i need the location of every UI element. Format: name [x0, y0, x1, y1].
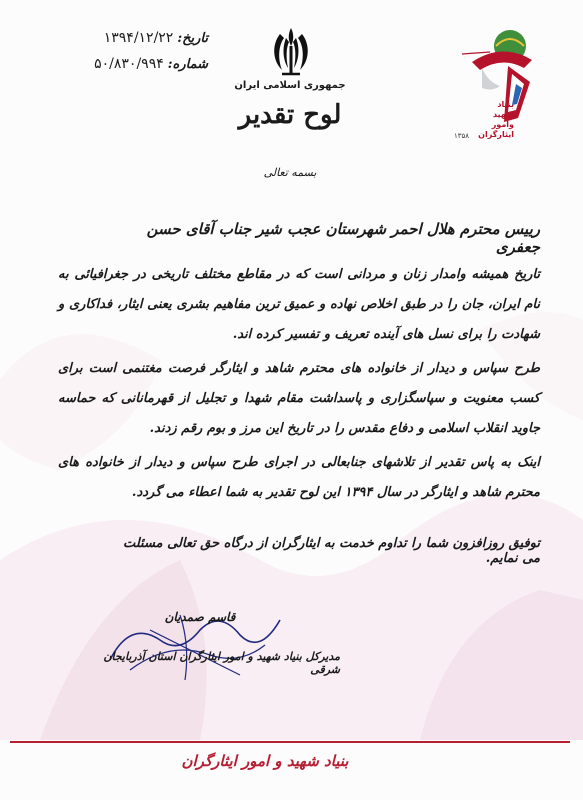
- closing-line: توفیق روزافزون شما را تداوم خدمت به ایثارگران از درگاه حق تعالی مسئلت می نمایم.: [122, 536, 540, 566]
- signer-title: مدیرکل بنیاد شهید و امور ایثارگران استان آذربایجان شرقی: [103, 650, 340, 676]
- signer-name: قاسم صمدیان: [164, 610, 236, 624]
- document-meta: [58, 30, 208, 82]
- addressee-line: رییس محترم هلال احمر شهرستان عجب شیر جناب آقای حسن جعفری: [146, 220, 540, 256]
- logo-text-line2: شهید: [492, 110, 514, 119]
- certificate-body: [58, 260, 540, 512]
- number-label: شماره:: [167, 57, 208, 72]
- paragraph-3: اینک به پاس تقدیر از تلاشهای جنابعالی در اجرای طرح سپاس و دیدار از خانواده های محترم شاهد و ایثارگر در سال ۱۳۹۴ این لوح تقدیر به شما اعطاء می گردد.: [58, 455, 540, 500]
- republic-caption: جمهوری اسلامی ایران: [234, 80, 346, 91]
- iran-emblem-icon: [266, 24, 316, 80]
- certificate-title: لوح تقدیر: [238, 100, 342, 130]
- date-value: ۱۳۹۴/۱۲/۲۲: [103, 30, 174, 46]
- logo-text-line3: وامور ایثارگران: [478, 120, 514, 139]
- paragraph-2: طرح سپاس و دیدار از خانواده های محترم شاهد و ایثارگر فرصت مغتنمی است برای کسب معنویت و سپاسگزاری و پاسداشت مقام شهدا و تجلیل از قهرمانانی که حماسه جاوید انقلاب اسلامی و دفاع مقدس را در تاریخ این مرز و بوم رقم زدند.: [58, 361, 540, 436]
- number-value: ۵۰/۸۳۰/۹۹۴: [94, 56, 164, 72]
- paragraph-1: تاریخ همیشه وامدار زنان و مردانی است که در مقاطع مختلف تاریخی در جغرافیائی به نام ایران، جان را در طبق اخلاص نهاده و عمیق ترین مفاهیم بشری یعنی ایثار، فداکاری و شهادت را برای نسل های آینده تعریف و تفسیر کرده اند.: [58, 267, 540, 342]
- date-label: تاریخ:: [177, 31, 208, 46]
- invocation: بسمه تعالی: [263, 166, 317, 179]
- footer-organization: بنیاد شهید و امور ایثارگران: [181, 752, 349, 770]
- date-row: [58, 30, 208, 56]
- logo-year: ۱۳۵۸: [454, 132, 470, 140]
- number-row: [58, 56, 208, 82]
- footer-divider: [10, 741, 570, 743]
- logo-text-line1: بنیاد: [497, 100, 514, 109]
